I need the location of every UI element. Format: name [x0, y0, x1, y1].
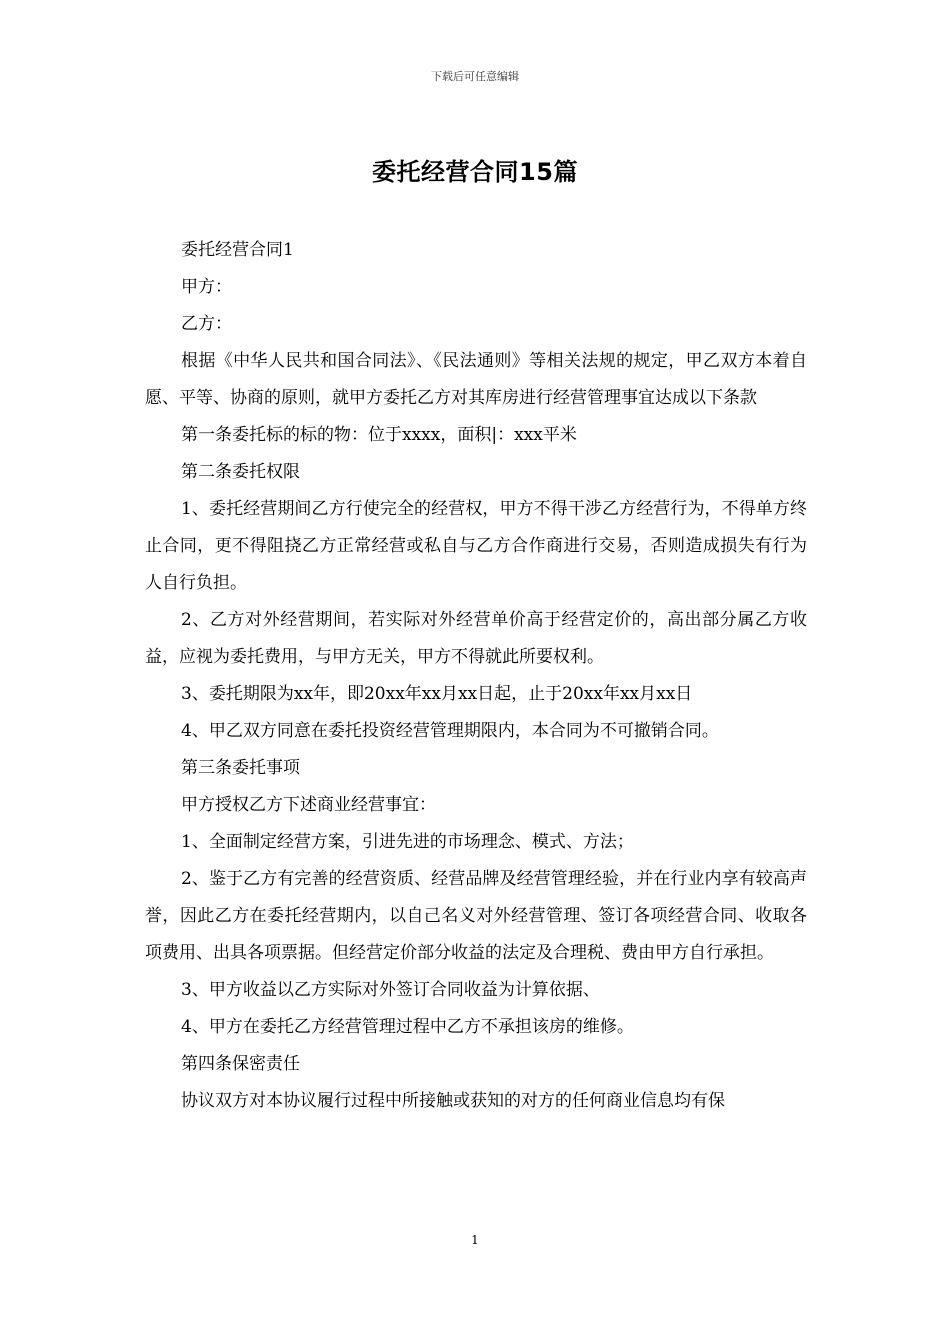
paragraph-preamble: 根据《中华人民共和国合同法》、《民法通则》等相关法规的规定，甲乙双方本着自愿、平等、协商的原则，就甲方委托乙方对其库房进行经营管理事宜达成以下条款	[145, 351, 807, 408]
paragraph-article-4-heading: 第四条保密责任	[181, 1054, 300, 1074]
page-number: 1	[471, 1233, 479, 1247]
paragraph-article-2-item-3: 3、委托期限为xx年，即20xx年xx月xx日起，止于20xx年xx月xx日	[181, 684, 693, 704]
paragraph-article-2-heading: 第二条委托权限	[181, 462, 300, 482]
page-header-note: 下载后可任意编辑	[431, 70, 519, 83]
paragraph-article-3-item-4: 4、甲方在委托乙方经营管理过程中乙方不承担该房的维修。	[181, 1017, 634, 1037]
document-title: 委托经营合同15篇	[372, 158, 578, 186]
paragraph-party-b: 乙方：	[181, 314, 232, 334]
paragraph-article-1: 第一条委托标的标的物：位于xxxx，面积|：xxx平米	[181, 425, 577, 445]
paragraph-article-2-item-1: 1、委托经营期间乙方行使完全的经营权，甲方不得干涉乙方经营行为，不得单方终止合同，更不得阻挠乙方正常经营或私自与乙方合作商进行交易，否则造成损失有行为人自行负担。	[145, 499, 807, 593]
paragraph-article-3-intro: 甲方授权乙方下述商业经营事宜：	[181, 795, 436, 815]
paragraph-article-3-heading: 第三条委托事项	[181, 758, 300, 778]
paragraph-contract-heading: 委托经营合同1	[181, 240, 294, 260]
paragraph-party-a: 甲方：	[181, 277, 232, 297]
paragraph-article-4-body: 协议双方对本协议履行过程中所接触或获知的对方的任何商业信息均有保	[181, 1091, 725, 1111]
paragraph-article-2-item-2: 2、乙方对外经营期间，若实际对外经营单价高于经营定价的，高出部分属乙方收益，应视为委托费用，与甲方无关，甲方不得就此所要权利。	[145, 610, 807, 667]
paragraph-article-3-item-2: 2、鉴于乙方有完善的经营资质、经营品牌及经营管理经验，并在行业内享有较高声誉，因此乙方在委托经营期内，以自己名义对外经营管理、签订各项经营合同、收取各项费用、出具各项票据。但经营定价部分收益的法定及合理税、费由甲方自行承担。	[145, 869, 807, 963]
paragraph-article-2-item-4: 4、甲乙双方同意在委托投资经营管理期限内，本合同为不可撤销合同。	[181, 721, 719, 741]
paragraph-article-3-item-3: 3、甲方收益以乙方实际对外签订合同收益为计算依据、	[181, 980, 600, 1000]
document-body	[145, 232, 807, 1120]
paragraph-article-3-item-1: 1、全面制定经营方案，引进先进的市场理念、模式、方法；	[181, 832, 634, 852]
